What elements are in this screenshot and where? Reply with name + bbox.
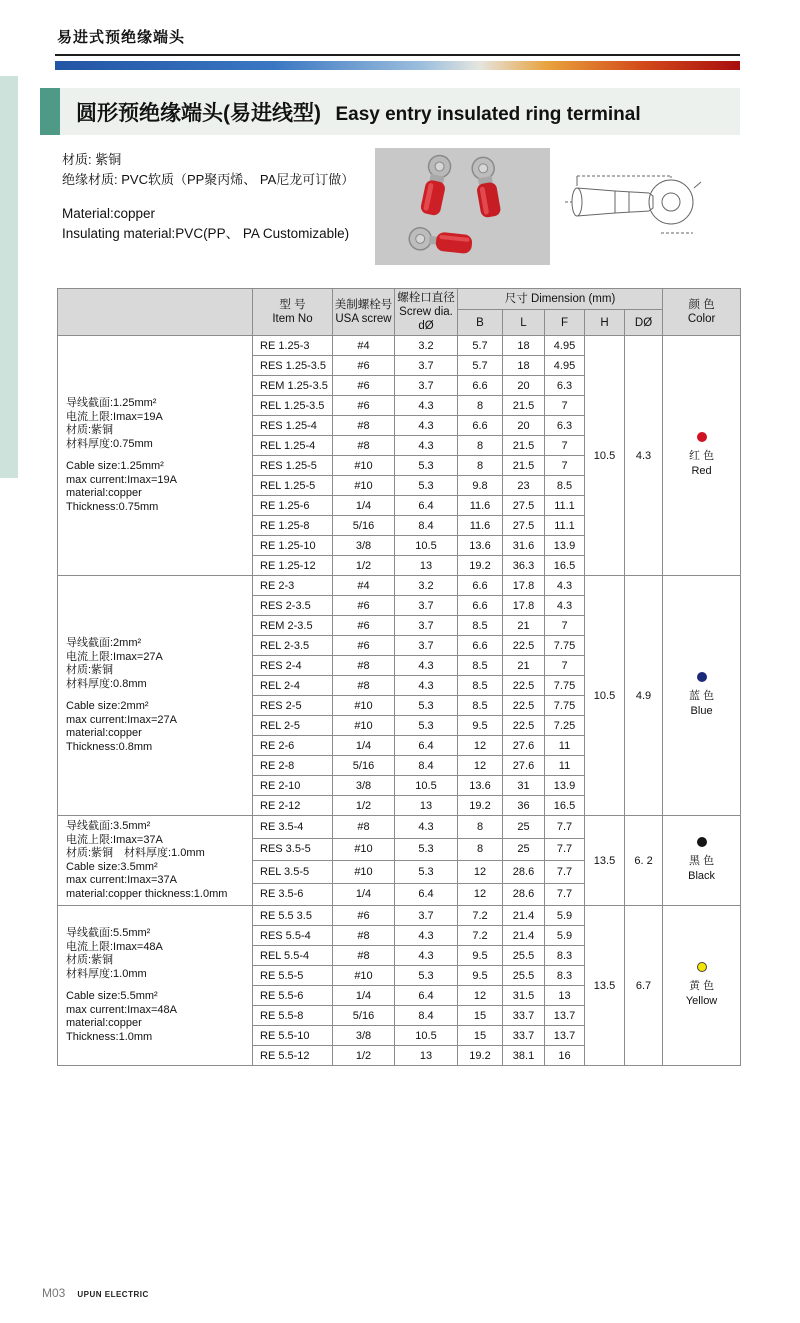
dimension-cell: 5.3 bbox=[395, 838, 458, 861]
header-color-en: Color bbox=[687, 313, 716, 325]
dimension-cell: #4 bbox=[333, 576, 395, 596]
color-cell bbox=[663, 576, 741, 816]
header-usa-screw-en: USA screw bbox=[335, 313, 392, 325]
dimension-cell: 4.3 bbox=[545, 596, 585, 616]
dimension-cell: 6.3 bbox=[545, 376, 585, 396]
dimension-cell: 8 bbox=[458, 396, 503, 416]
header-dim-f: F bbox=[545, 310, 585, 336]
dimension-cell: 6.4 bbox=[395, 883, 458, 906]
dimension-cell: #6 bbox=[333, 396, 395, 416]
color-name-cn: 红 色 bbox=[689, 450, 715, 462]
dimension-cell: 7 bbox=[545, 456, 585, 476]
dimension-cell: 1/4 bbox=[333, 496, 395, 516]
dimension-cell: #10 bbox=[333, 966, 395, 986]
dimension-cell: 3.7 bbox=[395, 636, 458, 656]
dimension-cell: 10.5 bbox=[395, 776, 458, 796]
dimension-cell: 8.5 bbox=[458, 696, 503, 716]
dimension-cell: 21.5 bbox=[503, 396, 545, 416]
dimension-cell: 19.2 bbox=[458, 556, 503, 576]
item-no-cell: REL 5.5-4 bbox=[253, 946, 333, 966]
h-value-cell: 10.5 bbox=[585, 576, 625, 816]
dimension-cell: 6.4 bbox=[395, 736, 458, 756]
dimension-cell: #6 bbox=[333, 356, 395, 376]
dimension-cell: 22.5 bbox=[503, 696, 545, 716]
dimension-cell: 5.3 bbox=[395, 716, 458, 736]
product-title-band bbox=[40, 88, 740, 135]
dimension-cell: 1/4 bbox=[333, 883, 395, 906]
dimension-cell: 23 bbox=[503, 476, 545, 496]
material-line-cn-1: 材质: 紫铜 bbox=[62, 152, 122, 167]
group-description: 导线截面:3.5mm² 电流上限:Imax=37A 材质:紫铜 材料厚度:1.0mm Cable size:3.5mm² max current:Imax=37A material:copper thickness:1.0mm bbox=[58, 816, 253, 906]
dimension-cell: 1/4 bbox=[333, 736, 395, 756]
item-no-cell: RE 2-6 bbox=[253, 736, 333, 756]
dimension-cell: 13 bbox=[395, 796, 458, 816]
dimension-cell: 15 bbox=[458, 1006, 503, 1026]
product-title-cn: 圆形预绝缘端头(易进线型) bbox=[76, 101, 321, 125]
dimension-cell: 5.3 bbox=[395, 476, 458, 496]
dimension-cell: 17.8 bbox=[503, 576, 545, 596]
item-no-cell: RE 5.5-5 bbox=[253, 966, 333, 986]
dimension-cell: 20 bbox=[503, 416, 545, 436]
dimension-cell: 7 bbox=[545, 436, 585, 456]
dimension-cell: 13.6 bbox=[458, 536, 503, 556]
dimension-cell: 25.5 bbox=[503, 966, 545, 986]
material-line-cn-2: 绝缘材质: PVC软质（PP聚丙烯、 PA尼龙可订做） bbox=[62, 172, 355, 187]
item-no-cell: RES 1.25-3.5 bbox=[253, 356, 333, 376]
dimension-cell: 18 bbox=[503, 356, 545, 376]
dimension-cell: 11 bbox=[545, 736, 585, 756]
dimension-cell: #6 bbox=[333, 636, 395, 656]
dimension-cell: 28.6 bbox=[503, 883, 545, 906]
dimension-cell: 3/8 bbox=[333, 1026, 395, 1046]
item-no-cell: REL 2-4 bbox=[253, 676, 333, 696]
dimension-cell: 5.3 bbox=[395, 456, 458, 476]
dimension-cell: #10 bbox=[333, 861, 395, 884]
header-screw-dia-en: Screw dia. bbox=[399, 306, 453, 318]
dimension-cell: 8.4 bbox=[395, 1006, 458, 1026]
item-no-cell: RE 3.5-4 bbox=[253, 816, 333, 839]
item-no-cell: RE 5.5-10 bbox=[253, 1026, 333, 1046]
dimension-cell: 8.3 bbox=[545, 946, 585, 966]
color-dot bbox=[697, 672, 707, 682]
dimension-cell: 8 bbox=[458, 816, 503, 839]
gradient-divider-bar bbox=[55, 61, 740, 70]
dimension-cell: #8 bbox=[333, 676, 395, 696]
item-no-cell: RES 2-5 bbox=[253, 696, 333, 716]
dimension-cell: 27.5 bbox=[503, 516, 545, 536]
title-accent-block bbox=[40, 88, 60, 135]
product-title-en: Easy entry insulated ring terminal bbox=[335, 103, 641, 125]
item-no-cell: RE 2-8 bbox=[253, 756, 333, 776]
item-no-cell: RES 1.25-5 bbox=[253, 456, 333, 476]
dimension-cell: #10 bbox=[333, 456, 395, 476]
technical-drawing-image bbox=[563, 158, 705, 246]
group-description: 导线截面:5.5mm² 电流上限:Imax=48A 材质:紫铜 材料厚度:1.0mm Cable size:5.5mm² max current:Imax=48A material:copper Thickness:1.0mm bbox=[58, 906, 253, 1066]
dimension-cell: 7.75 bbox=[545, 696, 585, 716]
header-dim-b: B bbox=[458, 310, 503, 336]
dimension-cell: 7.7 bbox=[545, 838, 585, 861]
dimension-cell: 8.5 bbox=[458, 656, 503, 676]
color-name-cn: 黄 色 bbox=[689, 980, 715, 992]
material-line-en-2: Insulating material:PVC(PP、 PA Customizable) bbox=[62, 226, 350, 241]
dimension-cell: #8 bbox=[333, 656, 395, 676]
dimension-cell: 6.6 bbox=[458, 376, 503, 396]
dimension-cell: 12 bbox=[458, 756, 503, 776]
header-usa-screw-cn: 美制螺栓号 bbox=[334, 299, 393, 311]
dimension-cell: 7.2 bbox=[458, 926, 503, 946]
dimension-cell: 7.2 bbox=[458, 906, 503, 926]
header-dim-l: L bbox=[503, 310, 545, 336]
item-no-cell: RE 2-10 bbox=[253, 776, 333, 796]
header-item-no-cn: 型 号 bbox=[279, 299, 306, 311]
dimension-cell: 8.5 bbox=[458, 676, 503, 696]
color-dot bbox=[697, 962, 707, 972]
dimension-cell: 21.4 bbox=[503, 906, 545, 926]
dimension-cell: 6.6 bbox=[458, 596, 503, 616]
dimension-cell: 13.7 bbox=[545, 1026, 585, 1046]
do-value-cell: 6. 2 bbox=[625, 816, 663, 906]
dimension-cell: 7.75 bbox=[545, 636, 585, 656]
spec-table bbox=[57, 288, 741, 1066]
dimension-cell: 25 bbox=[503, 816, 545, 839]
header-color bbox=[663, 289, 741, 336]
footer-brand: UPUN ELECTRIC bbox=[77, 1290, 149, 1299]
product-photo bbox=[375, 148, 550, 265]
dimension-cell: 9.5 bbox=[458, 716, 503, 736]
material-line-en-1: Material:copper bbox=[62, 206, 156, 221]
item-no-cell: REL 1.25-3.5 bbox=[253, 396, 333, 416]
dimension-cell: 1/2 bbox=[333, 796, 395, 816]
dimension-cell: 3.7 bbox=[395, 906, 458, 926]
dimension-cell: #10 bbox=[333, 838, 395, 861]
dimension-cell: 21 bbox=[503, 656, 545, 676]
item-no-cell: RE 1.25-12 bbox=[253, 556, 333, 576]
dimension-cell: 15 bbox=[458, 1026, 503, 1046]
dimension-cell: 21.4 bbox=[503, 926, 545, 946]
dimension-cell: 12 bbox=[458, 883, 503, 906]
table-row bbox=[58, 336, 741, 356]
dimension-cell: 19.2 bbox=[458, 796, 503, 816]
dimension-cell: 8.5 bbox=[545, 476, 585, 496]
dimension-cell: 21.5 bbox=[503, 436, 545, 456]
item-no-cell: RE 1.25-6 bbox=[253, 496, 333, 516]
do-value-cell: 4.3 bbox=[625, 336, 663, 576]
dimension-cell: 4.3 bbox=[395, 436, 458, 456]
header-item-no-en: Item No bbox=[272, 313, 313, 325]
item-no-cell: RE 3.5-6 bbox=[253, 883, 333, 906]
dimension-cell: 6.4 bbox=[395, 986, 458, 1006]
item-no-cell: REL 1.25-4 bbox=[253, 436, 333, 456]
table-row bbox=[58, 816, 741, 839]
color-dot bbox=[697, 837, 707, 847]
color-dot bbox=[697, 432, 707, 442]
dimension-cell: 38.1 bbox=[503, 1046, 545, 1066]
group-description: 导线截面:1.25mm² 电流上限:Imax=19A 材质:紫铜 材料厚度:0.75mm Cable size:1.25mm² max current:Imax=19A material:copper Thickness:0.75mm bbox=[58, 336, 253, 576]
do-value-cell: 6.7 bbox=[625, 906, 663, 1066]
dimension-cell: 22.5 bbox=[503, 716, 545, 736]
item-no-cell: REM 1.25-3.5 bbox=[253, 376, 333, 396]
dimension-cell: 18 bbox=[503, 336, 545, 356]
header-screw-dia-cn: 螺栓口直径 bbox=[397, 292, 455, 304]
product-title bbox=[60, 97, 641, 127]
color-cell bbox=[663, 816, 741, 906]
dimension-cell: 33.7 bbox=[503, 1006, 545, 1026]
dimension-cell: 13 bbox=[395, 556, 458, 576]
dimension-cell: 3.7 bbox=[395, 356, 458, 376]
material-description bbox=[62, 150, 372, 244]
item-no-cell: RE 5.5 3.5 bbox=[253, 906, 333, 926]
product-photo-image bbox=[375, 148, 550, 265]
h-value-cell: 13.5 bbox=[585, 906, 625, 1066]
title-rule bbox=[55, 54, 740, 56]
dimension-cell: 36.3 bbox=[503, 556, 545, 576]
dimension-cell: 9.5 bbox=[458, 946, 503, 966]
dimension-cell: 19.2 bbox=[458, 1046, 503, 1066]
dimension-cell: 31 bbox=[503, 776, 545, 796]
dimension-cell: 7.7 bbox=[545, 883, 585, 906]
dimension-cell: 5.3 bbox=[395, 861, 458, 884]
dimension-cell: 4.95 bbox=[545, 336, 585, 356]
dimension-cell: 3/8 bbox=[333, 536, 395, 556]
dimension-cell: 8 bbox=[458, 436, 503, 456]
dimension-cell: #8 bbox=[333, 816, 395, 839]
dimension-cell: 17.8 bbox=[503, 596, 545, 616]
dimension-cell: 7 bbox=[545, 656, 585, 676]
dimension-cell: 4.3 bbox=[395, 816, 458, 839]
header-item-no bbox=[253, 289, 333, 336]
material-gap bbox=[62, 190, 372, 204]
header-screw-dia-sub: dØ bbox=[418, 320, 434, 332]
dimension-cell: #6 bbox=[333, 376, 395, 396]
dimension-cell: 25.5 bbox=[503, 946, 545, 966]
dimension-cell: 8.4 bbox=[395, 516, 458, 536]
dimension-cell: 8.3 bbox=[545, 966, 585, 986]
header-dim-h: H bbox=[585, 310, 625, 336]
dimension-cell: 12 bbox=[458, 986, 503, 1006]
dimension-cell: #8 bbox=[333, 946, 395, 966]
dimension-cell: 31.5 bbox=[503, 986, 545, 1006]
dimension-cell: 27.5 bbox=[503, 496, 545, 516]
dimension-cell: 13.6 bbox=[458, 776, 503, 796]
dimension-cell: 7 bbox=[545, 396, 585, 416]
dimension-cell: 36 bbox=[503, 796, 545, 816]
dimension-cell: 12 bbox=[458, 861, 503, 884]
dimension-cell: 13.9 bbox=[545, 536, 585, 556]
header-color-cn: 颜 色 bbox=[688, 299, 715, 311]
dimension-cell: 4.3 bbox=[545, 576, 585, 596]
dimension-cell: 3.7 bbox=[395, 376, 458, 396]
dimension-cell: 3/8 bbox=[333, 776, 395, 796]
dimension-cell: 6.6 bbox=[458, 636, 503, 656]
dimension-cell: 4.3 bbox=[395, 416, 458, 436]
dimension-cell: 3.7 bbox=[395, 596, 458, 616]
dimension-cell: #4 bbox=[333, 336, 395, 356]
dimension-cell: 11 bbox=[545, 756, 585, 776]
color-name-en: Yellow bbox=[685, 995, 718, 1007]
dimension-cell: 13.9 bbox=[545, 776, 585, 796]
dimension-cell: #6 bbox=[333, 906, 395, 926]
dimension-cell: 25 bbox=[503, 838, 545, 861]
color-name-en: Blue bbox=[690, 705, 713, 717]
item-no-cell: REM 2-3.5 bbox=[253, 616, 333, 636]
item-no-cell: RES 2-4 bbox=[253, 656, 333, 676]
dimension-cell: 28.6 bbox=[503, 861, 545, 884]
item-no-cell: REL 2-5 bbox=[253, 716, 333, 736]
item-no-cell: RES 5.5-4 bbox=[253, 926, 333, 946]
dimension-cell: 21 bbox=[503, 616, 545, 636]
dimension-cell: 4.3 bbox=[395, 656, 458, 676]
item-no-cell: RE 5.5-6 bbox=[253, 986, 333, 1006]
dimension-cell: 5.3 bbox=[395, 696, 458, 716]
item-no-cell: RE 5.5-12 bbox=[253, 1046, 333, 1066]
dimension-cell: 11.1 bbox=[545, 516, 585, 536]
dimension-cell: 1/4 bbox=[333, 986, 395, 1006]
dimension-cell: 22.5 bbox=[503, 676, 545, 696]
dimension-cell: 5/16 bbox=[333, 516, 395, 536]
color-cell bbox=[663, 906, 741, 1066]
dimension-cell: 21.5 bbox=[503, 456, 545, 476]
h-value-cell: 13.5 bbox=[585, 816, 625, 906]
header-usa-screw bbox=[333, 289, 395, 336]
spec-table-header bbox=[58, 289, 741, 336]
dimension-cell: #6 bbox=[333, 596, 395, 616]
dimension-cell: 5/16 bbox=[333, 756, 395, 776]
dimension-cell: 6.4 bbox=[395, 496, 458, 516]
dimension-cell: #8 bbox=[333, 436, 395, 456]
dimension-cell: 1/2 bbox=[333, 556, 395, 576]
item-no-cell: RE 2-3 bbox=[253, 576, 333, 596]
dimension-cell: 10.5 bbox=[395, 536, 458, 556]
dimension-cell: 22.5 bbox=[503, 636, 545, 656]
color-name-en: Red bbox=[691, 465, 712, 477]
dimension-cell: 13 bbox=[545, 986, 585, 1006]
dimension-cell: 8.4 bbox=[395, 756, 458, 776]
dimension-cell: #6 bbox=[333, 616, 395, 636]
dimension-cell: #10 bbox=[333, 696, 395, 716]
dimension-cell: #10 bbox=[333, 476, 395, 496]
dimension-cell: 5.9 bbox=[545, 926, 585, 946]
dimension-cell: 4.3 bbox=[395, 676, 458, 696]
group-description: 导线截面:2mm² 电流上限:Imax=27A 材质:紫铜 材料厚度:0.8mm Cable size:2mm² max current:Imax=27A material:copper Thickness:0.8mm bbox=[58, 576, 253, 816]
footer-page-code: M03 bbox=[42, 1286, 66, 1300]
dimension-cell: 3.7 bbox=[395, 616, 458, 636]
left-accent-strip bbox=[0, 76, 18, 478]
item-no-cell: RE 2-12 bbox=[253, 796, 333, 816]
dimension-cell: 7.7 bbox=[545, 861, 585, 884]
h-value-cell: 10.5 bbox=[585, 336, 625, 576]
do-value-cell: 4.9 bbox=[625, 576, 663, 816]
dimension-cell: 10.5 bbox=[395, 1026, 458, 1046]
technical-drawing bbox=[563, 158, 705, 246]
item-no-cell: REL 3.5-5 bbox=[253, 861, 333, 884]
item-no-cell: RES 3.5-5 bbox=[253, 838, 333, 861]
dimension-cell: 9.8 bbox=[458, 476, 503, 496]
dimension-cell: 3.2 bbox=[395, 336, 458, 356]
dimension-cell: 4.3 bbox=[395, 396, 458, 416]
dimension-cell: 5.3 bbox=[395, 966, 458, 986]
table-row bbox=[58, 576, 741, 596]
dimension-cell: 13.7 bbox=[545, 1006, 585, 1026]
dimension-cell: 6.6 bbox=[458, 416, 503, 436]
dimension-cell: 5.7 bbox=[458, 356, 503, 376]
item-no-cell: RES 1.25-4 bbox=[253, 416, 333, 436]
page-footer bbox=[42, 1286, 149, 1300]
item-no-cell: RE 1.25-3 bbox=[253, 336, 333, 356]
dimension-cell: 8 bbox=[458, 456, 503, 476]
header-screw-dia bbox=[395, 289, 458, 336]
dimension-cell: 6.6 bbox=[458, 576, 503, 596]
header-dim-do: DØ bbox=[625, 310, 663, 336]
dimension-cell: 11.1 bbox=[545, 496, 585, 516]
dimension-cell: 6.3 bbox=[545, 416, 585, 436]
dimension-cell: 20 bbox=[503, 376, 545, 396]
dimension-cell: 9.5 bbox=[458, 966, 503, 986]
dimension-cell: #8 bbox=[333, 416, 395, 436]
item-no-cell: RES 2-3.5 bbox=[253, 596, 333, 616]
dimension-cell: 27.6 bbox=[503, 736, 545, 756]
dimension-cell: 8 bbox=[458, 838, 503, 861]
dimension-cell: 5.7 bbox=[458, 336, 503, 356]
dimension-cell: 3.2 bbox=[395, 576, 458, 596]
dimension-cell: 5.9 bbox=[545, 906, 585, 926]
table-row bbox=[58, 906, 741, 926]
dimension-cell: 7.75 bbox=[545, 676, 585, 696]
header-dimension: 尺寸 Dimension (mm) bbox=[458, 289, 663, 310]
item-no-cell: RE 5.5-8 bbox=[253, 1006, 333, 1026]
dimension-cell: 4.3 bbox=[395, 926, 458, 946]
color-name-cn: 黑 色 bbox=[689, 855, 715, 867]
dimension-cell: 16.5 bbox=[545, 556, 585, 576]
dimension-cell: 4.95 bbox=[545, 356, 585, 376]
color-name-en: Black bbox=[688, 870, 716, 882]
dimension-cell: 7 bbox=[545, 616, 585, 636]
header-description-col bbox=[58, 289, 253, 336]
dimension-cell: 27.6 bbox=[503, 756, 545, 776]
dimension-cell: 11.6 bbox=[458, 516, 503, 536]
item-no-cell: REL 1.25-5 bbox=[253, 476, 333, 496]
dimension-cell: 8.5 bbox=[458, 616, 503, 636]
dimension-cell: 13 bbox=[395, 1046, 458, 1066]
color-name-cn: 蓝 色 bbox=[689, 690, 715, 702]
dimension-cell: 33.7 bbox=[503, 1026, 545, 1046]
item-no-cell: REL 2-3.5 bbox=[253, 636, 333, 656]
color-cell bbox=[663, 336, 741, 576]
dimension-cell: 31.6 bbox=[503, 536, 545, 556]
dimension-cell: 16.5 bbox=[545, 796, 585, 816]
dimension-cell: 12 bbox=[458, 736, 503, 756]
dimension-cell: 1/2 bbox=[333, 1046, 395, 1066]
dimension-cell: 11.6 bbox=[458, 496, 503, 516]
spec-table-body bbox=[58, 336, 741, 1066]
dimension-cell: 16 bbox=[545, 1046, 585, 1066]
dimension-cell: 7.7 bbox=[545, 816, 585, 839]
item-no-cell: RE 1.25-8 bbox=[253, 516, 333, 536]
dimension-cell: 7.25 bbox=[545, 716, 585, 736]
page-title: 易进式预绝缘端头 bbox=[57, 29, 186, 46]
dimension-cell: 4.3 bbox=[395, 946, 458, 966]
dimension-cell: #10 bbox=[333, 716, 395, 736]
dimension-cell: 5/16 bbox=[333, 1006, 395, 1026]
item-no-cell: RE 1.25-10 bbox=[253, 536, 333, 556]
dimension-cell: #8 bbox=[333, 926, 395, 946]
